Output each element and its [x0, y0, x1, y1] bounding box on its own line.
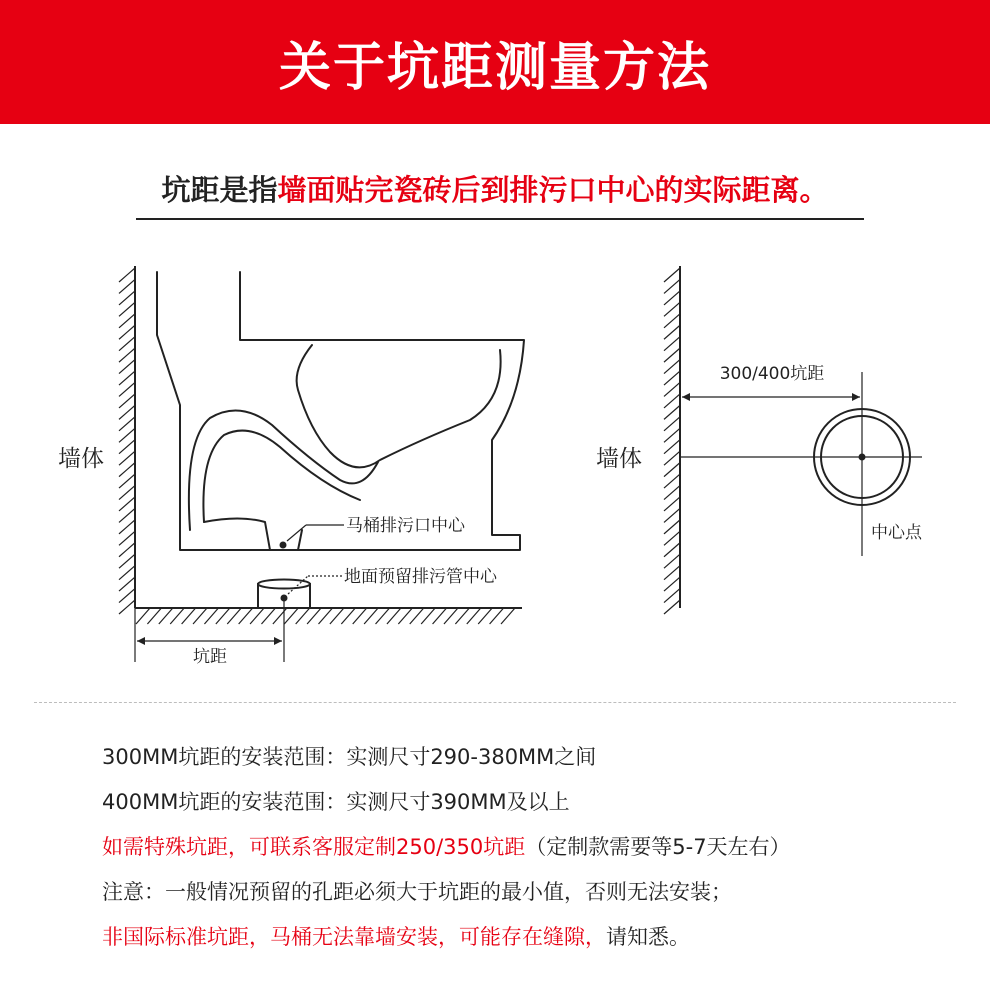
note-line-2: 400MM坑距的安装范围：实测尺寸390MM及以上: [102, 790, 570, 814]
hatch-line: [664, 325, 680, 339]
hatch-line: [119, 440, 135, 454]
left-wall-label: 墙体: [58, 446, 104, 472]
hatch-line: [119, 394, 135, 408]
hatch-line: [398, 608, 412, 624]
hatch-line: [119, 508, 135, 522]
hatch-line: [664, 371, 680, 385]
toilet-outline: [157, 272, 524, 550]
pit-distance-label: 坑距: [193, 647, 227, 667]
hatch-line: [664, 314, 680, 328]
hatch-line: [193, 608, 207, 624]
hatch-line: [119, 520, 135, 534]
hatch-line: [664, 440, 680, 454]
hatch-line: [119, 337, 135, 351]
hatch-line: [387, 608, 401, 624]
hatch-line: [664, 554, 680, 568]
hatch-line: [664, 394, 680, 408]
hatch-line: [119, 371, 135, 385]
hatch-line: [664, 600, 680, 614]
hatch-line: [376, 608, 390, 624]
hatch-line: [119, 474, 135, 488]
hatch-line: [273, 608, 287, 624]
hatch-line: [664, 382, 680, 396]
hatch-line: [119, 405, 135, 419]
title-banner: [0, 0, 990, 124]
hatch-line: [664, 463, 680, 477]
hatch-line: [664, 302, 680, 316]
hatch-line: [421, 608, 435, 624]
hatch-line: [119, 600, 135, 614]
hatch-line: [664, 337, 680, 351]
hatch-line: [119, 279, 135, 293]
hatch-line: [341, 608, 355, 624]
hatch-line: [664, 497, 680, 511]
note-line-5-red: 非国际标准坑距，马桶无法靠墙安装，可能存在缝隙，: [102, 925, 606, 949]
right-distance-label: 300/400坑距: [719, 364, 825, 384]
toilet-outlet-center-dot: [280, 542, 287, 549]
hatch-line: [204, 608, 218, 624]
left-wall: [119, 266, 135, 614]
note-line-3: [102, 832, 791, 877]
center-point-label: 中心点: [871, 523, 922, 543]
hatch-line: [664, 474, 680, 488]
hatch-line: [467, 608, 481, 624]
definition-lead: 坑距是指: [161, 173, 278, 207]
hatch-line: [227, 608, 241, 624]
floor-pipe-label: 地面预留排污管中心: [344, 567, 497, 587]
hatch-line: [119, 291, 135, 305]
hatch-line: [284, 608, 298, 624]
hatch-line: [664, 543, 680, 557]
right-wall-label: 墙体: [596, 446, 642, 472]
page-title: 关于坑距测量方法: [278, 37, 711, 98]
section-divider: [34, 702, 956, 703]
hatch-line: [664, 428, 680, 442]
notes-list: [102, 742, 791, 967]
hatch-line: [119, 451, 135, 465]
outlet-leader-line: [287, 525, 344, 541]
center-point-dot: [859, 454, 866, 461]
hatch-line: [119, 314, 135, 328]
hatch-line: [455, 608, 469, 624]
hatch-line: [664, 520, 680, 534]
hatch-line: [353, 608, 367, 624]
note-line-1: 300MM坑距的安装范围：实测尺寸290-380MM之间: [102, 745, 597, 769]
hatch-line: [664, 508, 680, 522]
hatch-line: [664, 417, 680, 431]
hatch-line: [478, 608, 492, 624]
hatch-line: [664, 291, 680, 305]
hatch-line: [136, 608, 150, 624]
toilet-outlet-label: 马桶排污口中心: [346, 516, 465, 536]
hatch-line: [119, 566, 135, 580]
hatch-line: [664, 451, 680, 465]
note-line-3-red: 如需特殊坑距，可联系客服定制250/350坑距: [102, 835, 526, 859]
note-line-4: 注意：一般情况预留的孔距必须大于坑距的最小值，否则无法安装；: [102, 880, 732, 904]
note-line-5-dark: 请知悉。: [606, 925, 690, 949]
hatch-line: [664, 405, 680, 419]
hatch-line: [664, 279, 680, 293]
hatch-line: [664, 360, 680, 374]
hatch-line: [330, 608, 344, 624]
floor: [135, 608, 522, 624]
definition-text: [0, 168, 990, 209]
note-line-5: [102, 922, 791, 967]
hatch-line: [119, 360, 135, 374]
hatch-line: [182, 608, 196, 624]
hatch-line: [119, 382, 135, 396]
hatch-line: [664, 589, 680, 603]
hatch-line: [319, 608, 333, 624]
hatch-line: [119, 486, 135, 500]
hatch-line: [250, 608, 264, 624]
right-wall: [664, 266, 680, 614]
hatch-line: [119, 577, 135, 591]
hatch-line: [119, 589, 135, 603]
definition-highlight: 墙面贴完瓷砖后到排污口中心的实际距离。: [277, 173, 829, 207]
hatch-line: [664, 268, 680, 282]
hatch-line: [119, 417, 135, 431]
hatch-line: [501, 608, 515, 624]
hatch-line: [296, 608, 310, 624]
hatch-line: [170, 608, 184, 624]
hatch-line: [664, 566, 680, 580]
hatch-line: [119, 428, 135, 442]
hatch-line: [216, 608, 230, 624]
hatch-line: [410, 608, 424, 624]
note-line-3-dark: （定制款需要等5-7天左右）: [525, 835, 791, 859]
hatch-line: [159, 608, 173, 624]
hatch-line: [147, 608, 161, 624]
hatch-line: [119, 554, 135, 568]
definition-underline: [136, 218, 864, 220]
hatch-line: [119, 463, 135, 477]
hatch-line: [119, 531, 135, 545]
hatch-line: [307, 608, 321, 624]
hatch-line: [664, 531, 680, 545]
hatch-line: [119, 543, 135, 557]
hatch-line: [664, 348, 680, 362]
hatch-line: [364, 608, 378, 624]
hatch-line: [119, 497, 135, 511]
hatch-line: [664, 486, 680, 500]
pit-distance-diagram: [0, 250, 990, 690]
hatch-line: [239, 608, 253, 624]
hatch-line: [433, 608, 447, 624]
hatch-line: [490, 608, 504, 624]
hatch-line: [119, 302, 135, 316]
hatch-line: [119, 348, 135, 362]
hatch-line: [261, 608, 275, 624]
hatch-line: [664, 577, 680, 591]
hatch-line: [119, 325, 135, 339]
hatch-line: [444, 608, 458, 624]
hatch-line: [119, 268, 135, 282]
